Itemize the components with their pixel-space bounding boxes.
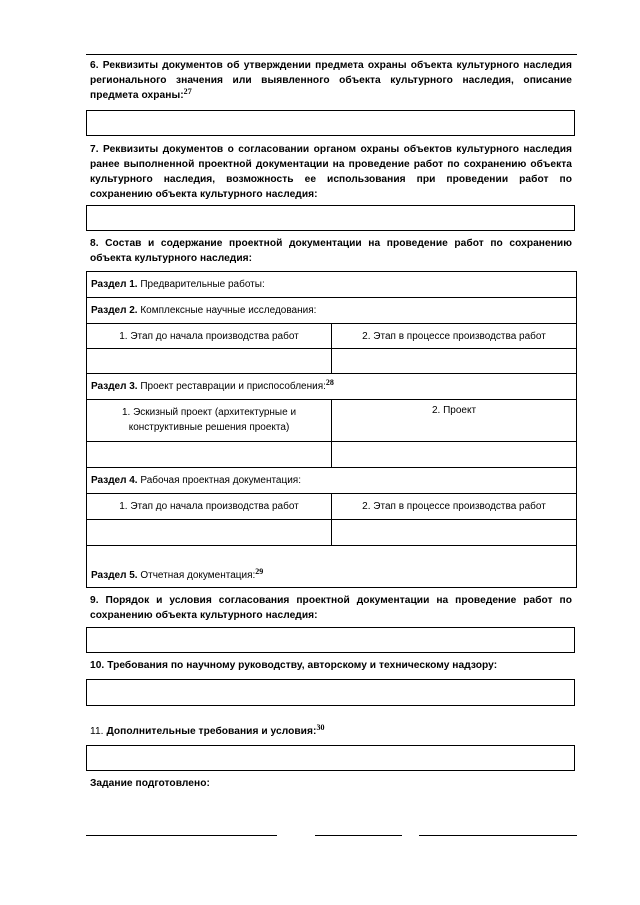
signature-line-signature[interactable] (315, 835, 402, 836)
razdel-2-stage-2-field[interactable] (332, 349, 577, 374)
section-9-field[interactable] (86, 627, 575, 653)
row-razdel-3: Раздел 3. Проект реставрации и приспособления:$^{28}$ (87, 374, 577, 400)
section-8-heading: 8. Состав и содержание проектной документации на проведение работ по сохранению объекта культурного наследия: (90, 238, 572, 264)
razdel-4-stage-1-field[interactable] (87, 520, 332, 546)
row-razdel-5[interactable]: Раздел 5. Отчетная документация:$^{29}$ (87, 546, 577, 588)
prepared-label: Задание подготовлено: (90, 778, 210, 789)
row-razdel-4: Раздел 4. Рабочая проектная документация: (87, 468, 577, 494)
section-11-field[interactable] (86, 745, 575, 771)
razdel-2-stage-1-header: 1. Этап до начала производства работ (87, 324, 332, 349)
section-6-heading: 6. Реквизиты документов об утверждении предмета охраны объекта культурного наследия регионального значения или выявленного объекта культурного наследия, описание предмета охраны:$^{27}$ (90, 60, 572, 101)
footnote-30: 30 (316, 723, 325, 732)
razdel-3-stage-1-header: 1. Эскизный проект (архитектурные и конструктивные решения проекта) (87, 400, 332, 442)
section-6-field[interactable] (86, 110, 575, 136)
footnote-27: 27 (183, 87, 192, 96)
section-11-heading: 11. Дополнительные требования и условия:$^{30}$ (90, 723, 325, 737)
razdel-2-stage-2-header: 2. Этап в процессе производства работ (332, 324, 577, 349)
razdel-4-stage-1-header: 1. Этап до начала производства работ (87, 494, 332, 520)
section-10-field[interactable] (86, 679, 575, 706)
razdel-3-stage-2-header: 2. Проект (332, 400, 577, 442)
signature-line-position[interactable] (86, 835, 277, 836)
razdel-4-stage-2-field[interactable] (332, 520, 577, 546)
razdel-3-stage-1-field[interactable] (87, 442, 332, 468)
section-7-field[interactable] (86, 205, 575, 231)
top-rule (86, 54, 577, 55)
signature-line-name[interactable] (419, 835, 577, 836)
section-8-table (86, 271, 577, 588)
row-razdel-1: Раздел 1. Предварительные работы: (87, 272, 577, 298)
section-10-heading: 10. Требования по научному руководству, авторскому и техническому надзору: (90, 660, 498, 671)
footnote-28: 28 (325, 378, 334, 387)
section-7-heading: 7. Реквизиты документов о согласовании органом охраны объектов культурного наследия ранее выполненной проектной документации на проведение работ по сохранению объекта культурного наследия, возможность ее использования при проведении работ по сохранению объекта культурного наследия: (90, 144, 572, 200)
footnote-29: 29 (255, 567, 264, 576)
razdel-2-stage-1-field[interactable] (87, 349, 332, 374)
section-9-heading: 9. Порядок и условия согласования проектной документации на проведение работ по сохранению объекта культурного наследия: (90, 595, 572, 621)
razdel-3-stage-2-field[interactable] (332, 442, 577, 468)
razdel-4-stage-2-header: 2. Этап в процессе производства работ (332, 494, 577, 520)
row-razdel-2: Раздел 2. Комплексные научные исследования: (87, 298, 577, 324)
